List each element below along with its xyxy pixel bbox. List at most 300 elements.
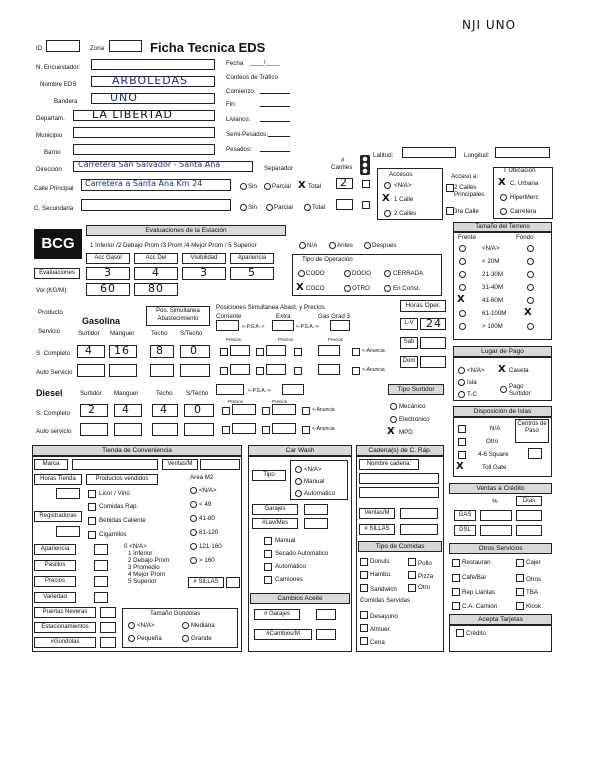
svc-kiosk-check[interactable] <box>516 602 524 610</box>
svc-tba-check[interactable] <box>516 588 524 596</box>
surtidor-electronico-radio[interactable] <box>390 416 397 423</box>
terreno-fondo-radio[interactable] <box>527 271 534 278</box>
dsl-sc-surtidor-value: 2 <box>88 403 96 416</box>
gas-sc-manguer-value: 16 <box>114 344 130 357</box>
tipo-comidas-header: Tipo de Comidas <box>358 541 442 552</box>
gas-sc-price-1[interactable] <box>230 345 250 356</box>
op-coco-label: COCO <box>306 285 325 292</box>
comidas-servidas-header: Comidas Servidas <box>360 597 411 604</box>
svc-cafe-label: Café/Bar <box>462 574 487 581</box>
terreno-frente-radio[interactable] <box>459 284 466 291</box>
psa-extra-label: <-P.S.A.-> <box>296 324 319 330</box>
col-acc-del: Acc Del <box>134 253 178 264</box>
cadena-ventas-label: Ventas/M <box>359 508 395 519</box>
islas-header: Disposición de Islas <box>453 406 552 417</box>
area-na-radio[interactable] <box>190 487 197 494</box>
accesos-na-label: <N/A> <box>394 182 412 189</box>
dsl-auto-servicio-label: Auto servicio <box>36 428 72 435</box>
cw-svc-secado-label: Secado Automatico <box>275 550 329 557</box>
calle-secundaria-field[interactable] <box>81 199 231 211</box>
dsl-sc-price-2[interactable] <box>272 404 296 415</box>
credito-gas-pct[interactable] <box>480 510 512 521</box>
gas-as-check-4[interactable] <box>352 367 360 375</box>
col-gas-grad3: Gas Grad 3 <box>318 313 350 320</box>
c-pollo-label: Pollo <box>418 560 432 567</box>
pasillos-field[interactable] <box>94 560 108 571</box>
dsl-as-surtidor-field[interactable] <box>80 423 108 436</box>
estacionamientos-field[interactable] <box>100 622 116 633</box>
prod-comidas-check[interactable] <box>88 503 96 511</box>
op-otro-radio[interactable] <box>344 285 351 292</box>
cw-manual-label: Manual <box>304 478 325 485</box>
dsl-as-price-1[interactable] <box>232 423 256 434</box>
islas-na-check[interactable] <box>458 425 466 433</box>
terreno-fondo-label: Fondo <box>516 234 534 241</box>
id-label: ID <box>36 45 43 52</box>
dsl-col-manguer: Manguer <box>114 390 139 397</box>
c-hambu-label: Hambu. <box>370 571 392 578</box>
islas-toll-label: Toll Gate <box>482 464 507 471</box>
producto-label: Producto <box>38 309 63 316</box>
sep2-sin-radio[interactable] <box>240 204 247 211</box>
barrio-label: Barrio <box>44 149 61 156</box>
terreno-fondo-radio[interactable] <box>527 245 534 252</box>
cw-svc-automatico-check[interactable] <box>264 563 272 571</box>
cadena-ventas-field[interactable] <box>400 508 438 519</box>
departam-value: LA LIBERTAD <box>92 108 173 121</box>
psa-extra-field[interactable] <box>272 320 294 331</box>
eval-apariencia-value: 5 <box>248 266 256 279</box>
separador-label: Separador <box>264 165 293 172</box>
dsl-as-manguer-field[interactable] <box>114 423 142 436</box>
svc-restaurant-check[interactable] <box>452 559 460 567</box>
tienda-sillas-field[interactable] <box>226 577 240 588</box>
sep-sin-label: Sin <box>248 183 257 190</box>
gond-grande-label: Grande <box>191 635 212 642</box>
cw-svc-manual-check[interactable] <box>264 537 272 545</box>
sep2-total-radio[interactable] <box>304 204 311 211</box>
dsl-as-anuncia: <-Anuncia <box>312 426 335 432</box>
fin-label: Fin: <box>226 101 237 108</box>
c-pizza-label: Pizza <box>418 573 434 580</box>
livianos-label: Livianos: <box>226 116 251 123</box>
gas-as-manguer-field[interactable] <box>109 364 137 377</box>
area-160-radio[interactable] <box>190 557 197 564</box>
dsl-sc-manguer-value: 4 <box>122 403 130 416</box>
comienzo-field[interactable] <box>260 93 290 94</box>
livianos-field[interactable] <box>260 121 290 122</box>
c-sandwich-check[interactable] <box>360 584 368 592</box>
apariencia-field[interactable] <box>94 544 108 555</box>
islas-toll-mark[interactable]: X <box>456 461 464 472</box>
cw-manual-radio[interactable] <box>295 478 302 485</box>
gas-as-anuncia: <-Anuncia <box>362 367 385 373</box>
surtidor-mecanico-radio[interactable] <box>390 403 397 410</box>
op-dooo-radio[interactable] <box>344 270 351 277</box>
terreno-row-label: 61-100M <box>482 310 507 317</box>
bcg-logo: BCG <box>34 229 82 259</box>
op-codo-radio[interactable] <box>298 270 305 277</box>
registradoras-field[interactable] <box>56 526 80 537</box>
terreno-fondo-radio[interactable] <box>527 258 534 265</box>
tienda-sillas-label: # SILLAS <box>188 577 224 588</box>
semipesados-field[interactable] <box>268 136 290 137</box>
cw-na-radio[interactable] <box>295 466 302 473</box>
dsl-psa-field[interactable] <box>216 384 244 395</box>
gondolas-field[interactable] <box>100 637 116 648</box>
islas-46-field[interactable] <box>528 448 542 459</box>
terreno-row-label: < 20M <box>482 258 500 265</box>
precios-field[interactable] <box>94 576 108 587</box>
dsl-precios-2: Precios <box>272 399 288 404</box>
vol-label: Vol (KG/M): <box>36 287 68 294</box>
ubicacion-hipermerc-radio[interactable] <box>500 194 507 201</box>
scale-3: 3 Promedio <box>128 564 160 571</box>
dsl-sc-price-1[interactable] <box>232 404 256 415</box>
terreno-fondo-radio[interactable] <box>527 284 534 291</box>
svc-cafe-check[interactable] <box>452 574 460 582</box>
cambios-aceite-header: Cambios Aceite <box>250 593 350 604</box>
dsl-as-check-2[interactable] <box>262 426 270 434</box>
gas-sc-check-1[interactable] <box>220 348 228 356</box>
cw-svc-automatico-label: Automático <box>275 563 306 570</box>
op-coco-mark[interactable]: X <box>296 282 304 293</box>
credito-dsl-dias[interactable] <box>516 525 542 536</box>
gas-as-check-2[interactable] <box>256 367 264 375</box>
longitud-label: Longitud: <box>464 152 490 159</box>
carriles-value: 2 <box>340 176 348 189</box>
gas-as-check-3[interactable] <box>294 367 302 375</box>
latitud-field[interactable] <box>402 147 456 158</box>
sep-parcial-label: Parcial <box>272 183 291 190</box>
s-almuerzo-check[interactable] <box>360 624 368 632</box>
terreno-fondo-radio[interactable]: X <box>524 307 532 318</box>
tamano-gondolas-label: Tamaño Gondolas <box>150 610 201 617</box>
area-121-160-radio[interactable] <box>190 543 197 550</box>
area-41-80-label: 41-80 <box>199 515 215 522</box>
cadena-sillas-field[interactable] <box>400 524 438 535</box>
ubicacion-hipermerc-label: HiperMerc <box>510 194 539 201</box>
area-121-160-label: 121-160 <box>199 543 222 550</box>
terreno-frente-radio[interactable] <box>459 245 466 252</box>
carwash-tipo-label: Tipo <box>252 470 286 481</box>
comidas-header: Cadena(s) de C. Ráp. <box>356 445 444 456</box>
tienda-ventas-field[interactable] <box>200 459 240 470</box>
op-enconst-radio[interactable] <box>384 285 391 292</box>
gas-col-stecho: S/Techo <box>180 330 203 337</box>
tipo-surtidor-header: Tipo Surtidor <box>388 384 444 395</box>
terreno-fondo-radio[interactable] <box>527 323 534 330</box>
acceso-3ra-check[interactable] <box>446 207 454 215</box>
s-cena-label: Cena <box>370 639 385 646</box>
tienda-marca-field[interactable] <box>72 459 158 470</box>
gas-col-surtidor: Surtidor <box>78 330 100 337</box>
islas-otro-check[interactable] <box>458 438 466 446</box>
direccion-value: Carretera San Salvador - Santa Ana <box>78 160 221 169</box>
longitud-field[interactable] <box>495 147 550 158</box>
accesos-1calle-label: 1 Calle <box>394 196 414 203</box>
c-pizza-check[interactable] <box>408 571 416 579</box>
ubicacion-carretera-radio[interactable] <box>500 208 507 215</box>
terreno-frente-radio[interactable]: X <box>457 294 465 305</box>
accesos-na-radio[interactable] <box>384 182 391 189</box>
surtidor-mecanico-label: Mecánico <box>399 403 426 410</box>
eval-na-radio[interactable] <box>299 242 306 249</box>
scale-4: 4 Mejor Prom <box>128 571 166 578</box>
dsl-as-techo-field[interactable] <box>152 423 178 436</box>
accesos-2calles-radio[interactable] <box>384 210 391 217</box>
terreno-header: Tamaño del Terreno <box>453 222 552 232</box>
col-apariencia: Apariencia <box>230 253 274 264</box>
gas-sc-price-3[interactable] <box>318 345 340 356</box>
dsl-sc-check-2[interactable] <box>262 407 270 415</box>
sep-total-mark[interactable]: X <box>298 180 306 191</box>
cw-svc-secado-check[interactable] <box>264 550 272 558</box>
credito-gas-dias[interactable] <box>516 510 542 521</box>
pago-tc-label: T-C <box>467 391 477 398</box>
gas-sc-price-2[interactable] <box>266 345 286 356</box>
terreno-fondo-radio[interactable] <box>527 297 534 304</box>
sep2-total-label: Total <box>312 204 326 211</box>
op-dooo-label: DOOO <box>352 270 371 277</box>
dsl-col-techo: Techo <box>156 390 173 397</box>
tienda-area-label: Area M2 <box>190 474 214 481</box>
ventas-credito-header: Ventas a Crédito <box>449 483 552 494</box>
prod-licor-check[interactable] <box>88 490 96 498</box>
gas-as-check-1[interactable] <box>220 367 228 375</box>
cadena-nombre-field-2[interactable] <box>359 487 439 498</box>
carriles2-check[interactable] <box>362 201 370 209</box>
cw-svc-camiones-check[interactable] <box>264 576 272 584</box>
pesados-field[interactable] <box>260 151 290 152</box>
gond-pequena-radio[interactable] <box>128 635 135 642</box>
acceso-2calles-label: 2 Calles Principales <box>454 184 485 198</box>
eval-antes-radio[interactable] <box>329 242 336 249</box>
pago-surtidor-radio[interactable] <box>500 386 507 393</box>
terreno-frente-radio[interactable] <box>459 323 466 330</box>
gas-sc-surtidor-value: 4 <box>85 344 93 357</box>
terreno-frente-radio[interactable] <box>459 258 466 265</box>
cw-automatico-radio[interactable] <box>295 490 302 497</box>
cw-lavmes-label: #Lav/Mes <box>252 518 298 529</box>
pago-isla-radio[interactable] <box>458 379 465 386</box>
s-cena-check[interactable] <box>360 637 368 645</box>
semipesados-label: Semi-Pesados: <box>226 131 268 138</box>
dsl-psa-label: <-P.S.A.-> <box>248 388 271 394</box>
terreno-row-label: <N/A> <box>482 245 500 252</box>
fin-field[interactable] <box>260 106 290 107</box>
gas-sc-check-4[interactable] <box>352 348 360 356</box>
terreno-row-label: 21-30M <box>482 271 503 278</box>
ca-cambios-field[interactable] <box>316 629 336 640</box>
cw-garajes-label: Garajes <box>252 504 298 515</box>
acepta-tarjetas-header: Acepta Tarjetas <box>449 614 552 625</box>
barrio-field[interactable] <box>73 144 215 155</box>
sep2-parcial-radio[interactable] <box>266 204 273 211</box>
nombre-value: ARBOLEDAS <box>112 74 189 87</box>
cadena-nombre-field[interactable] <box>359 473 439 484</box>
c-otro-check[interactable] <box>408 584 416 592</box>
c-pollo-check[interactable] <box>408 558 416 566</box>
svc-otros-check[interactable] <box>516 574 524 582</box>
prod-bebidas-label: Bebidas Caliente <box>99 517 146 524</box>
dsl-sc-check-3[interactable] <box>302 407 310 415</box>
carriles-hash: # <box>341 157 345 164</box>
eval-na-label: N/A <box>307 242 318 249</box>
calle-principal-value: Carretera a Santa Ana Km 24 <box>85 179 203 188</box>
accesos-1calle-mark[interactable]: X <box>382 193 390 204</box>
s-almuerzo-label: Almuer. <box>370 626 391 633</box>
terreno-frente-radio[interactable] <box>459 310 466 317</box>
corner-note: NJI UNO <box>462 18 517 32</box>
scale-2: 2 Debajo Prom <box>128 557 170 564</box>
calle-principal-label: Calle Principal <box>34 185 74 192</box>
eval-visibilidad-value: 3 <box>200 266 208 279</box>
islas-46-check[interactable] <box>458 451 466 459</box>
gas-sc-techo-value: 8 <box>156 344 164 357</box>
pago-caseta-mark[interactable]: X <box>498 364 506 375</box>
pasillos-label: Pasillos <box>34 560 76 571</box>
gas-as-stecho-field[interactable] <box>180 364 210 377</box>
credito-dsl-label: DSL <box>454 525 476 536</box>
dsl-sc-anuncia: <-Anuncia <box>312 407 335 413</box>
tienda-productos-label: Productos vendidos <box>86 474 158 485</box>
dsl-col-stecho: S/Techo <box>186 390 209 397</box>
carriles2-field[interactable] <box>336 199 353 210</box>
credito-dsl-pct[interactable] <box>480 525 512 536</box>
conteos-label: Conteos de Tráfico <box>226 74 278 81</box>
psa-corriente-field[interactable] <box>216 320 239 331</box>
ca-garajes-field[interactable] <box>316 609 336 620</box>
surtidor-mpd-label: MPD <box>399 429 413 436</box>
fecha-field[interactable]: ____/____ <box>250 59 280 66</box>
accesos-title: Accesos <box>389 171 413 178</box>
gas-as-price-3[interactable] <box>318 364 340 375</box>
horas-sab-field[interactable] <box>420 337 446 349</box>
prod-bebidas-check[interactable] <box>88 517 96 525</box>
terreno-row-label: > 100M <box>482 323 503 330</box>
gas-sc-anuncia: <-Anuncia <box>362 348 385 354</box>
pesados-label: Pesados: <box>226 146 252 153</box>
gas-as-techo-field[interactable] <box>150 364 174 377</box>
gond-na-radio[interactable] <box>128 622 135 629</box>
registradoras-label: Registradoras <box>34 511 82 522</box>
tipo-operacion-label: Tipo de Operación <box>302 256 353 263</box>
terreno-frente-radio[interactable] <box>459 271 466 278</box>
acceso-2calles-check[interactable] <box>446 184 454 192</box>
credito-pct-label: % <box>492 498 498 505</box>
apariencia-label: Apariencia <box>34 544 76 555</box>
ubicacion-urbana-mark[interactable]: X <box>498 177 506 188</box>
svc-cajer-label: Cajer <box>526 559 541 566</box>
sep-sin-radio[interactable] <box>240 183 247 190</box>
svc-restaurant-label: Restauran <box>462 559 491 566</box>
acceso-3ra-label: 3ra Calle <box>454 208 479 215</box>
area-160-label: > 160 <box>199 557 215 564</box>
municipio-field[interactable] <box>73 127 215 138</box>
accesos-2calles-label: 2 Calles <box>394 210 417 217</box>
dsl-psa-field-2[interactable] <box>282 384 304 395</box>
ubicacion-carretera-label: Carretera <box>510 208 537 215</box>
id-field[interactable] <box>46 40 80 52</box>
horas-lv-value: 24 <box>426 317 442 330</box>
tienda-horas-field[interactable] <box>56 488 80 499</box>
op-enconst-label: En Const. <box>393 285 421 292</box>
area-81-120-radio[interactable] <box>190 529 197 536</box>
dsl-as-stecho-field[interactable] <box>184 423 214 436</box>
tienda-marca-label: Marca <box>34 459 68 470</box>
gas-col-manguer: Manguer <box>110 330 135 337</box>
svc-tba-label: TBA <box>526 589 539 596</box>
svc-ca-camion-check[interactable] <box>452 602 460 610</box>
pos-simultanea-label: Pos. Simultanea Abastecimiento <box>146 306 210 326</box>
gond-mediana-radio[interactable] <box>182 622 189 629</box>
sep-parcial-radio[interactable] <box>264 183 271 190</box>
c-donuts-check[interactable] <box>360 558 368 566</box>
fecha-label: Fecha <box>226 60 244 67</box>
comidas-panel <box>356 456 444 652</box>
gas-as-price-1[interactable] <box>230 364 250 375</box>
surtidor-electronico-label: Electronico <box>399 416 430 423</box>
pago-surtidor-label: Pago Surtidor <box>509 383 531 397</box>
encuestador-field[interactable] <box>91 59 215 70</box>
gas-sc-check-2[interactable] <box>256 348 264 356</box>
psa-grad3-field[interactable] <box>330 320 350 331</box>
c-donuts-label: Donuts <box>370 558 390 565</box>
variedad-field[interactable] <box>94 592 108 603</box>
evaluaciones-header: Evaluaciones de la Estación <box>86 225 286 236</box>
gond-grande-radio[interactable] <box>182 635 189 642</box>
tienda-horas-label: Horas Tienda <box>34 474 82 485</box>
pago-tc-radio[interactable] <box>458 391 465 398</box>
svc-cajer-check[interactable] <box>516 559 524 567</box>
cw-svc-manual-label: Manual <box>275 537 296 544</box>
pago-na-radio[interactable] <box>458 367 465 374</box>
gas-sc-check-3[interactable] <box>294 348 302 356</box>
dsl-as-price-2[interactable] <box>272 423 296 434</box>
cw-lavmes-field[interactable] <box>304 518 328 529</box>
svc-rep-llantas-check[interactable] <box>452 588 460 596</box>
nombre-label: Nombre EDS <box>40 81 77 88</box>
eval-despues-radio[interactable] <box>364 242 371 249</box>
acepta-tarjetas-panel <box>449 625 552 652</box>
op-cerrada-radio[interactable] <box>384 270 391 277</box>
prod-cigarrillos-check[interactable] <box>88 531 96 539</box>
dsl-as-check-3[interactable] <box>302 426 310 434</box>
cw-garajes-field[interactable] <box>304 504 328 515</box>
carriles-check[interactable] <box>362 180 370 188</box>
s-desayuno-check[interactable] <box>360 611 368 619</box>
gas-as-surtidor-field[interactable] <box>77 364 105 377</box>
horas-dom-field[interactable] <box>420 356 446 368</box>
puertas-field[interactable] <box>100 607 116 618</box>
zona-field[interactable] <box>109 40 142 52</box>
area-41-80-radio[interactable] <box>190 515 197 522</box>
dsl-sc-check-1[interactable] <box>222 407 230 415</box>
surtidor-mpd-mark[interactable]: X <box>387 426 395 437</box>
pago-caseta-label: Caseta <box>509 367 529 374</box>
vol-value-2: 80 <box>148 282 164 295</box>
gas-as-price-2[interactable] <box>266 364 286 375</box>
dsl-s-completo-label: S. Completo <box>36 410 71 417</box>
dsl-as-check-1[interactable] <box>222 426 230 434</box>
c-hambu-check[interactable] <box>360 571 368 579</box>
area-49-radio[interactable] <box>190 501 197 508</box>
svc-credito-label: Crédito <box>466 630 486 637</box>
ca-garajes-label: # Garajes <box>254 609 300 620</box>
tienda-header: Tienda de Conveniencia <box>32 445 242 456</box>
zona-label: Zona <box>90 45 105 52</box>
